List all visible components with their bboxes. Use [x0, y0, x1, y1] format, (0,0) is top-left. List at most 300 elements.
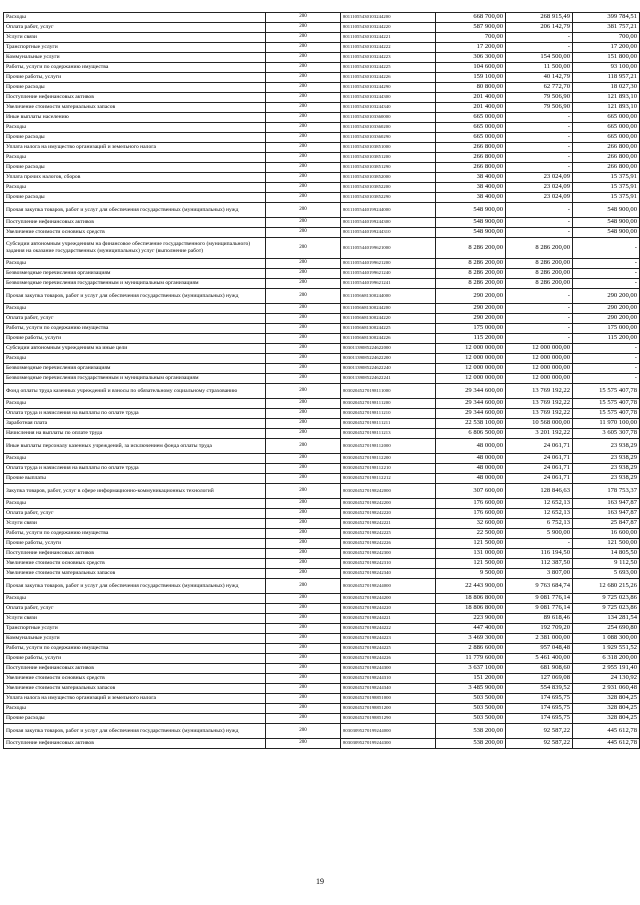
row-approved-amount: 6 806 500,00	[436, 429, 506, 439]
table-row	[4, 664, 640, 674]
row-approved-amount: 11 779 600,00	[436, 654, 506, 664]
row-name: Прочие расходы	[4, 714, 266, 724]
row-approved-amount: 2 886 600,00	[436, 644, 506, 654]
table-row	[4, 43, 640, 53]
row-name: Субсидии автономным учреждениям на финансовое обеспечение государственного (муниципального) задания на оказание государственных (муниципальных) услуг (выполнение работ)	[4, 238, 266, 259]
row-name: Прочие работы, услуги	[4, 654, 266, 664]
row-line-code: 200	[266, 529, 341, 539]
table-row	[4, 193, 640, 203]
table-row	[4, 269, 640, 279]
row-unexecuted-amount: 266 800,00	[573, 153, 640, 163]
row-approved-amount: 38 400,00	[436, 173, 506, 183]
row-budget-classification-code: 80302045270198242220	[341, 509, 436, 519]
row-unexecuted-amount: 665 000,00	[573, 133, 640, 143]
row-unexecuted-amount: 15 375,91	[573, 193, 640, 203]
table-row	[4, 704, 640, 714]
row-unexecuted-amount: 23 938,29	[573, 464, 640, 474]
table-row	[4, 594, 640, 604]
row-executed-amount: -	[506, 289, 573, 304]
row-executed-amount: 23 024,09	[506, 193, 573, 203]
row-line-code: 200	[266, 13, 341, 23]
row-approved-amount: 306 300,00	[436, 53, 506, 63]
row-approved-amount: 3 469 300,00	[436, 634, 506, 644]
row-executed-amount: 13 769 192,22	[506, 399, 573, 409]
row-budget-classification-code: 80111055430103852000	[341, 173, 436, 183]
row-executed-amount: -	[506, 539, 573, 549]
row-line-code: 200	[266, 43, 341, 53]
row-executed-amount: -	[506, 43, 573, 53]
table-row	[4, 354, 640, 364]
row-line-code: 200	[266, 279, 341, 289]
row-budget-classification-code: 80111055430103244226	[341, 73, 436, 83]
row-line-code: 200	[266, 739, 341, 749]
row-unexecuted-amount: 93 100,00	[573, 63, 640, 73]
row-unexecuted-amount: 17 200,00	[573, 43, 640, 53]
table-row	[4, 684, 640, 694]
row-line-code: 200	[266, 569, 341, 579]
row-unexecuted-amount: 15 575 407,78	[573, 409, 640, 419]
row-unexecuted-amount: 18 027,30	[573, 83, 640, 93]
row-line-code: 200	[266, 374, 341, 384]
row-unexecuted-amount: 163 947,87	[573, 499, 640, 509]
row-line-code: 200	[266, 203, 341, 218]
row-executed-amount: 23 024,09	[506, 183, 573, 193]
row-budget-classification-code: 80302045270198244225	[341, 644, 436, 654]
row-line-code: 200	[266, 364, 341, 374]
table-row	[4, 559, 640, 569]
row-unexecuted-amount: 665 000,00	[573, 123, 640, 133]
row-approved-amount: 8 286 200,00	[436, 269, 506, 279]
row-unexecuted-amount: 1 088 300,00	[573, 634, 640, 644]
row-budget-classification-code: 80111055430103244290	[341, 83, 436, 93]
row-name: Уплата налога на имущество организаций и земельного налога	[4, 143, 266, 153]
row-unexecuted-amount: 1 929 551,52	[573, 644, 640, 654]
row-executed-amount: -	[506, 33, 573, 43]
row-approved-amount: 665 000,00	[436, 113, 506, 123]
row-budget-classification-code: 80302045270198244200	[341, 594, 436, 604]
table-row	[4, 454, 640, 464]
row-executed-amount: 24 061,71	[506, 474, 573, 484]
row-executed-amount: 112 387,50	[506, 559, 573, 569]
row-line-code: 200	[266, 704, 341, 714]
row-line-code: 200	[266, 644, 341, 654]
row-executed-amount: 9 081 776,14	[506, 594, 573, 604]
row-name: Работы, услуги по содержанию имущества	[4, 529, 266, 539]
row-line-code: 200	[266, 33, 341, 43]
table-row	[4, 113, 640, 123]
row-line-code: 200	[266, 103, 341, 113]
table-row	[4, 549, 640, 559]
row-executed-amount: 8 286 200,00	[506, 238, 573, 259]
row-name: Увеличение стоимости основных средств	[4, 228, 266, 238]
row-unexecuted-amount: -	[573, 374, 640, 384]
row-executed-amount: 174 695,75	[506, 694, 573, 704]
row-line-code: 200	[266, 334, 341, 344]
row-unexecuted-amount: 445 612,78	[573, 739, 640, 749]
row-executed-amount: 2 381 000,00	[506, 634, 573, 644]
table-row	[4, 429, 640, 439]
row-name: Поступление нефинансовых активов	[4, 664, 266, 674]
row-budget-classification-code: 80302045270198111200	[341, 399, 436, 409]
row-name: Расходы	[4, 704, 266, 714]
row-approved-amount: 18 806 800,00	[436, 604, 506, 614]
table-row	[4, 674, 640, 684]
row-name: Прочие расходы	[4, 83, 266, 93]
row-executed-amount: 62 772,70	[506, 83, 573, 93]
row-line-code: 200	[266, 133, 341, 143]
row-executed-amount: 3 201 192,22	[506, 429, 573, 439]
row-executed-amount: 6 752,13	[506, 519, 573, 529]
page-number: 19	[316, 877, 324, 886]
row-executed-amount: 116 194,50	[506, 549, 573, 559]
row-line-code: 200	[266, 614, 341, 624]
table-row	[4, 289, 640, 304]
row-executed-amount: 268 915,49	[506, 13, 573, 23]
table-row	[4, 163, 640, 173]
row-approved-amount: 548 900,00	[436, 203, 506, 218]
row-unexecuted-amount: -	[573, 344, 640, 354]
row-line-code: 200	[266, 579, 341, 594]
row-name: Расходы	[4, 499, 266, 509]
table-row	[4, 509, 640, 519]
row-approved-amount: 548 900,00	[436, 218, 506, 228]
row-name: Увеличение стоимости основных средств	[4, 559, 266, 569]
row-budget-classification-code: 80302045270198244310	[341, 674, 436, 684]
row-line-code: 200	[266, 344, 341, 354]
row-budget-classification-code: 80302045270198244223	[341, 634, 436, 644]
row-name: Прочие работы, услуги	[4, 73, 266, 83]
row-executed-amount: 79 506,90	[506, 103, 573, 113]
row-name: Работы, услуги по содержанию имущества	[4, 644, 266, 654]
row-executed-amount: 174 695,75	[506, 714, 573, 724]
row-approved-amount: 176 600,00	[436, 499, 506, 509]
table-row	[4, 13, 640, 23]
row-line-code: 200	[266, 73, 341, 83]
row-approved-amount: 29 344 600,00	[436, 409, 506, 419]
row-approved-amount: 176 600,00	[436, 509, 506, 519]
row-unexecuted-amount: -	[573, 269, 640, 279]
row-budget-classification-code: 80302045270198244300	[341, 664, 436, 674]
row-name: Транспортные услуги	[4, 43, 266, 53]
row-budget-classification-code: 80111055430103244225	[341, 63, 436, 73]
row-budget-classification-code: 80302045270198112000	[341, 439, 436, 454]
row-approved-amount: 3 637 100,00	[436, 664, 506, 674]
row-name: Оплата труда и начисления на выплаты по оплате труда	[4, 464, 266, 474]
row-budget-classification-code: 80111055440199621000	[341, 238, 436, 259]
row-budget-classification-code: 80302045270198242310	[341, 559, 436, 569]
row-unexecuted-amount: 15 575 407,78	[573, 384, 640, 399]
row-unexecuted-amount: 3 605 307,78	[573, 429, 640, 439]
row-line-code: 200	[266, 153, 341, 163]
row-executed-amount: 206 142,79	[506, 23, 573, 33]
row-budget-classification-code: 80302045270198242200	[341, 499, 436, 509]
row-name: Оплата работ, услуг	[4, 23, 266, 33]
row-name: Расходы	[4, 259, 266, 269]
row-approved-amount: 48 000,00	[436, 474, 506, 484]
table-row	[4, 484, 640, 499]
row-unexecuted-amount: 548 900,00	[573, 218, 640, 228]
row-approved-amount: 290 200,00	[436, 304, 506, 314]
row-name: Поступление нефинансовых активов	[4, 549, 266, 559]
row-name: Фонд оплаты труда казенных учреждений и взносы по обязательному социальному страхованию	[4, 384, 266, 399]
row-budget-classification-code: 80111055430103852290	[341, 193, 436, 203]
row-executed-amount: 10 568 000,00	[506, 419, 573, 429]
row-unexecuted-amount: 175 000,00	[573, 324, 640, 334]
row-approved-amount: 700,00	[436, 33, 506, 43]
table-row	[4, 474, 640, 484]
row-unexecuted-amount: 9 725 023,86	[573, 594, 640, 604]
row-executed-amount: -	[506, 113, 573, 123]
table-row	[4, 739, 640, 749]
row-executed-amount: 92 587,22	[506, 724, 573, 739]
row-name: Иные выплаты населению	[4, 113, 266, 123]
row-name: Коммунальные услуги	[4, 53, 266, 63]
table-row	[4, 133, 640, 143]
row-budget-classification-code: 80302045270198112200	[341, 454, 436, 464]
row-budget-classification-code: 80111055430103244200	[341, 13, 436, 23]
row-approved-amount: 12 000 000,00	[436, 344, 506, 354]
row-line-code: 200	[266, 519, 341, 529]
row-unexecuted-amount: 328 804,25	[573, 694, 640, 704]
row-line-code: 200	[266, 193, 341, 203]
row-approved-amount: 290 200,00	[436, 314, 506, 324]
row-executed-amount: 681 908,60	[506, 664, 573, 674]
row-approved-amount: 8 286 200,00	[436, 279, 506, 289]
row-name: Прочие работы, услуги	[4, 334, 266, 344]
row-budget-classification-code: 80111055440199244300	[341, 218, 436, 228]
row-unexecuted-amount: 14 805,50	[573, 549, 640, 559]
row-unexecuted-amount: 12 680 215,26	[573, 579, 640, 594]
row-executed-amount: 12 000 000,00	[506, 354, 573, 364]
row-name: Транспортные услуги	[4, 624, 266, 634]
row-name: Заработная плата	[4, 419, 266, 429]
row-unexecuted-amount: 118 957,21	[573, 73, 640, 83]
row-line-code: 200	[266, 684, 341, 694]
row-approved-amount: 121 500,00	[436, 559, 506, 569]
table-row	[4, 624, 640, 634]
row-name: Увеличение стоимости основных средств	[4, 674, 266, 684]
row-executed-amount: 24 061,71	[506, 439, 573, 454]
table-row	[4, 314, 640, 324]
row-unexecuted-amount: 5 693,00	[573, 569, 640, 579]
row-line-code: 200	[266, 53, 341, 63]
row-approved-amount: 503 500,00	[436, 704, 506, 714]
row-unexecuted-amount: 15 575 407,78	[573, 399, 640, 409]
row-name: Уплата налога на имущество организаций и земельного налога	[4, 694, 266, 704]
row-line-code: 200	[266, 714, 341, 724]
row-approved-amount: 48 000,00	[436, 464, 506, 474]
row-approved-amount: 266 800,00	[436, 153, 506, 163]
row-budget-classification-code: 80111055430103851200	[341, 153, 436, 163]
row-budget-classification-code: 80301139085224622200	[341, 354, 436, 364]
row-line-code: 200	[266, 123, 341, 133]
row-budget-classification-code: 80302045270198244340	[341, 684, 436, 694]
row-unexecuted-amount: 2 931 060,48	[573, 684, 640, 694]
row-budget-classification-code: 80111055430103851290	[341, 163, 436, 173]
row-approved-amount: 503 500,00	[436, 694, 506, 704]
table-row	[4, 569, 640, 579]
row-approved-amount: 29 344 600,00	[436, 399, 506, 409]
row-unexecuted-amount: 23 938,29	[573, 439, 640, 454]
row-name: Увеличение стоимости материальных запасов	[4, 684, 266, 694]
row-budget-classification-code: 80302045270198242221	[341, 519, 436, 529]
row-line-code: 200	[266, 238, 341, 259]
row-budget-classification-code: 80302045270198244221	[341, 614, 436, 624]
row-line-code: 200	[266, 314, 341, 324]
row-line-code: 200	[266, 399, 341, 409]
row-name: Прочая закупка товаров, работ и услуг для обеспечения государственных (муниципальных) нужд	[4, 203, 266, 218]
table-row	[4, 409, 640, 419]
row-executed-amount: 12 652,13	[506, 509, 573, 519]
row-unexecuted-amount: 548 900,00	[573, 203, 640, 218]
row-approved-amount: 8 286 200,00	[436, 238, 506, 259]
row-approved-amount: 548 900,00	[436, 228, 506, 238]
row-executed-amount: 154 500,00	[506, 53, 573, 63]
row-line-code: 200	[266, 143, 341, 153]
row-approved-amount: 32 600,00	[436, 519, 506, 529]
row-name: Безвозмездные перечисления организациям	[4, 269, 266, 279]
row-budget-classification-code: 80301139085224622240	[341, 364, 436, 374]
row-name: Расходы	[4, 153, 266, 163]
row-line-code: 200	[266, 228, 341, 238]
row-executed-amount: 23 024,09	[506, 173, 573, 183]
table-row	[4, 123, 640, 133]
row-executed-amount: -	[506, 163, 573, 173]
row-executed-amount: 127 069,08	[506, 674, 573, 684]
row-name: Увеличение стоимости материальных запасов	[4, 569, 266, 579]
row-budget-classification-code: 80302045270198851000	[341, 694, 436, 704]
row-line-code: 200	[266, 419, 341, 429]
row-line-code: 200	[266, 93, 341, 103]
row-approved-amount: 121 500,00	[436, 539, 506, 549]
row-name: Расходы	[4, 304, 266, 314]
row-approved-amount: 201 400,00	[436, 103, 506, 113]
row-budget-classification-code: 80302045270198111213	[341, 429, 436, 439]
row-unexecuted-amount: 9 112,50	[573, 559, 640, 569]
row-budget-classification-code: 80302045270198242300	[341, 549, 436, 559]
row-name: Поступление нефинансовых активов	[4, 93, 266, 103]
table-row	[4, 153, 640, 163]
row-budget-classification-code: 80111055430103244300	[341, 93, 436, 103]
row-approved-amount: 159 100,00	[436, 73, 506, 83]
table-row	[4, 33, 640, 43]
table-row	[4, 324, 640, 334]
row-budget-classification-code: 80302045270198112212	[341, 474, 436, 484]
row-executed-amount: -	[506, 324, 573, 334]
row-budget-classification-code: 80302045270198111211	[341, 419, 436, 429]
table-row	[4, 143, 640, 153]
row-approved-amount: 17 200,00	[436, 43, 506, 53]
row-executed-amount: -	[506, 218, 573, 228]
row-unexecuted-amount: 290 200,00	[573, 304, 640, 314]
row-unexecuted-amount: 290 200,00	[573, 289, 640, 304]
row-unexecuted-amount: 11 970 100,00	[573, 419, 640, 429]
row-line-code: 200	[266, 173, 341, 183]
row-budget-classification-code: 80302045270198242226	[341, 539, 436, 549]
row-budget-classification-code: 80302045270198244000	[341, 579, 436, 594]
row-approved-amount: 175 000,00	[436, 324, 506, 334]
row-name: Услуги связи	[4, 33, 266, 43]
row-approved-amount: 38 400,00	[436, 193, 506, 203]
row-budget-classification-code: 80111055440199621240	[341, 269, 436, 279]
row-name: Закупка товаров, работ, услуг в сфере информационно-коммуникационных технологий	[4, 484, 266, 499]
row-line-code: 200	[266, 23, 341, 33]
row-budget-classification-code: 80302045270198242000	[341, 484, 436, 499]
table-row	[4, 419, 640, 429]
row-executed-amount: 11 500,00	[506, 63, 573, 73]
row-line-code: 200	[266, 464, 341, 474]
row-approved-amount: 447 400,00	[436, 624, 506, 634]
row-name: Иные выплаты персоналу казенных учреждений, за исключением фонда оплаты труда	[4, 439, 266, 454]
row-unexecuted-amount: 254 690,80	[573, 624, 640, 634]
row-unexecuted-amount: 9 725 023,86	[573, 604, 640, 614]
row-approved-amount: 131 000,00	[436, 549, 506, 559]
row-unexecuted-amount: 6 318 200,00	[573, 654, 640, 664]
row-budget-classification-code: 80111055430103244220	[341, 23, 436, 33]
table-row	[4, 334, 640, 344]
row-unexecuted-amount: 16 600,00	[573, 529, 640, 539]
row-budget-classification-code: 80111055430103244221	[341, 33, 436, 43]
budget-execution-table	[3, 12, 640, 749]
row-name: Прочая закупка товаров, работ и услуг для обеспечения государственных (муниципальных) нужд	[4, 724, 266, 739]
row-name: Уплата прочих налогов, сборов	[4, 173, 266, 183]
row-approved-amount: 9 500,00	[436, 569, 506, 579]
table-row	[4, 279, 640, 289]
row-approved-amount: 80 800,00	[436, 83, 506, 93]
row-unexecuted-amount: 15 375,91	[573, 173, 640, 183]
row-executed-amount: -	[506, 304, 573, 314]
row-line-code: 200	[266, 549, 341, 559]
row-unexecuted-amount: 121 893,10	[573, 103, 640, 113]
row-budget-classification-code: 80302045270198244220	[341, 604, 436, 614]
row-approved-amount: 48 000,00	[436, 454, 506, 464]
row-line-code: 200	[266, 499, 341, 509]
row-unexecuted-amount: 2 955 191,40	[573, 664, 640, 674]
row-budget-classification-code: 80111056681300244220	[341, 314, 436, 324]
row-name: Начисления на выплаты по оплате труда	[4, 429, 266, 439]
row-line-code: 200	[266, 113, 341, 123]
table-row	[4, 724, 640, 739]
table-row	[4, 304, 640, 314]
row-unexecuted-amount: 665 000,00	[573, 113, 640, 123]
row-unexecuted-amount: 399 784,51	[573, 13, 640, 23]
row-executed-amount: -	[506, 133, 573, 143]
row-line-code: 200	[266, 664, 341, 674]
row-unexecuted-amount: 23 938,29	[573, 454, 640, 464]
row-approved-amount: 12 000 000,00	[436, 354, 506, 364]
row-executed-amount: 5 900,00	[506, 529, 573, 539]
row-name: Поступление нефинансовых активов	[4, 218, 266, 228]
row-name: Оплата работ, услуг	[4, 314, 266, 324]
row-unexecuted-amount: 23 938,29	[573, 474, 640, 484]
row-name: Расходы	[4, 183, 266, 193]
row-budget-classification-code: 80302045270198112210	[341, 464, 436, 474]
row-name: Увеличение стоимости материальных запасов	[4, 103, 266, 113]
row-name: Оплата работ, услуг	[4, 509, 266, 519]
row-executed-amount: -	[506, 334, 573, 344]
row-approved-amount: 22 443 900,00	[436, 579, 506, 594]
row-approved-amount: 266 800,00	[436, 143, 506, 153]
row-unexecuted-amount: -	[573, 259, 640, 269]
table-row	[4, 259, 640, 269]
row-unexecuted-amount: 266 800,00	[573, 143, 640, 153]
row-executed-amount: 12 000 000,00	[506, 374, 573, 384]
table-row	[4, 63, 640, 73]
row-budget-classification-code: 80302045270198244222	[341, 624, 436, 634]
row-name: Работы, услуги по содержанию имущества	[4, 324, 266, 334]
row-line-code: 200	[266, 183, 341, 193]
row-approved-amount: 48 000,00	[436, 439, 506, 454]
